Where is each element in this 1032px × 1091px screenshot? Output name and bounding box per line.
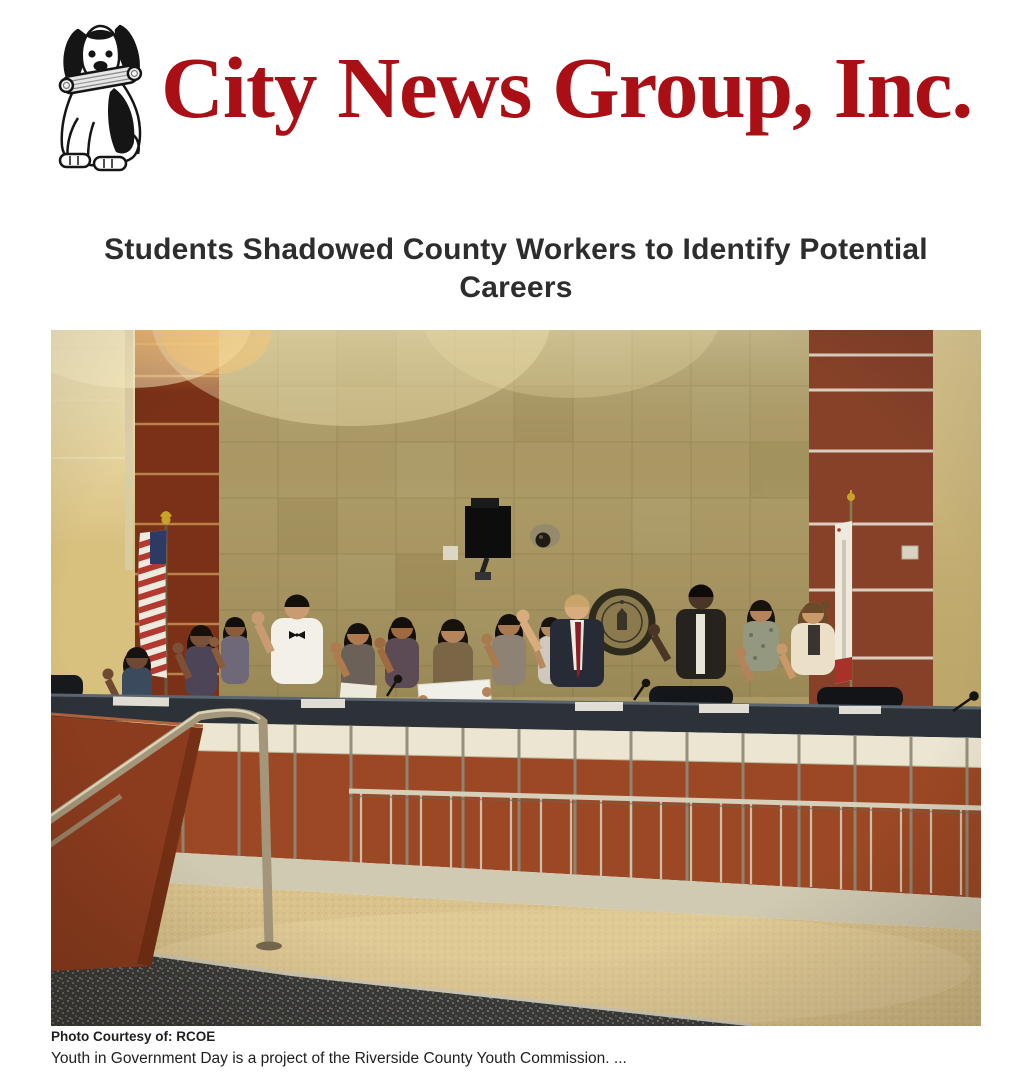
site-logo[interactable] [48,12,978,180]
article-headline: Students Shadowed County Workers to Identify Potential Careers [104,233,928,305]
article-body-preview: Youth in Government Day is a project of the Riverside County Youth Commission. ... [51,1050,627,1067]
photo-caption: Photo Courtesy of: RCOE [51,1029,216,1044]
brand-name: City News Group, Inc. [161,39,973,136]
photo-vignette [51,330,981,1026]
dog-with-newspaper-icon [48,14,168,174]
article-photo [51,330,981,1026]
